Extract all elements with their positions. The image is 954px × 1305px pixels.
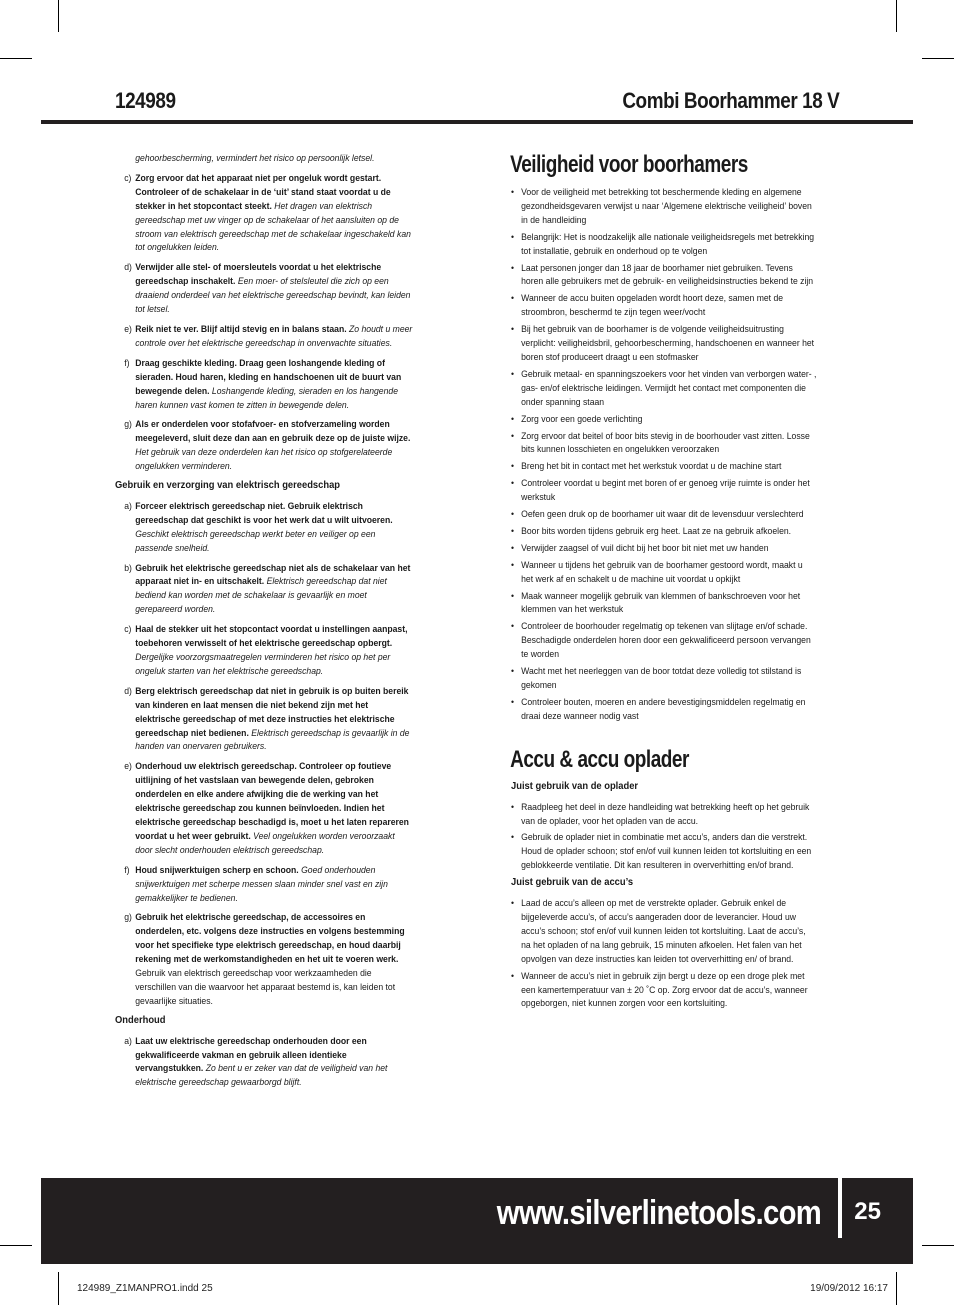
- list-item: e) Onderhoud uw elektrisch gereedschap. Controleer op foutieve uitlijning of het vastslaan van bewegende delen, gebroken onderdelen en elke andere afwijking die de werking van het elektrische gereedschap zou kunnen beïnvloeden. Indien het elektrische gereedschap beschadigd is, moet u het laten repareren voordat u het weer gebruikt. Veel ongelukken worden veroorzaakt door slecht onderhouden elektrisch gereedschap.: [124, 760, 409, 855]
- list-item: • Boor bits worden tijdens gebruik erg heet. Laat ze na gebruik afkoelen.: [511, 524, 816, 538]
- list-item: • Laat personen jonger dan 18 jaar de boorhamer niet gebruiken. Tevens horen alle gebruikers met de gebruik- en veiligheidsinstructies bekend te zijn: [511, 261, 816, 289]
- bullets-safety: [511, 185, 816, 723]
- list-item: • Controleer de boorhouder regelmatig op tekenen van slijtage en/of schade. Beschadigde onderdelen horen door een gekwalificeerd persoon vervangen te worden: [511, 619, 816, 661]
- list-item: • Gebruik de oplader niet in combinatie met accu’s, anders dan die verstrekt. Houd de oplader schoon; stof en/of vuil kunnen leiden tot kortsluiting en een geblokkeerde ventilatie. Dit kan resulteren in oververhitting en/of brand.: [511, 830, 816, 872]
- list-item: • Oefen geen druk op de boorhamer uit waar dit de levensduur verslechterd: [511, 507, 816, 521]
- list-item: • Maak wanneer mogelijk gebruik van klemmen of bankschroeven voor het klemmen van het werkstuk: [511, 589, 816, 617]
- product-title: Combi Boorhammer 18 V: [621, 88, 839, 113]
- list-item: • Laad de accu’s alleen op met de verstrekte oplader. Gebruik enkel de bijgeleverde accu’s, of accu’s aangeraden door de leverancier. Houd uw accu’s schoon; stof en/of vuil kunnen leiden tot kortsluiting. Laat de accu’s, na het opladen of na lang gebruik, 15 minuten afkoelen. Het falen van het opvolgen van deze instructies kan leiden tot oververhitting en/ of brand.: [511, 896, 816, 966]
- website-link[interactable]: www.silverlinetools.com: [496, 1194, 821, 1232]
- list-item: • Gebruik metaal- en spanningszoekers voor het vinden van verborgen water- , gas- en/of elektrische leidingen. Vermijdt het contact met componenten die onder spanning staan: [511, 367, 816, 409]
- items-usage: [115, 499, 414, 1008]
- list-item: • Belangrijk: Het is noodzakelijk alle nationale veiligheidsregels met betrekking tot installatie, gebruik en onderhoud op te volgen: [511, 230, 816, 258]
- page-header: [115, 88, 839, 118]
- crop-mark: [0, 58, 32, 59]
- list-item: • Bij het gebruik van de boorhamer is de volgende veiligheidsuitrusting verplicht: veiligheidsbril, gehoorbescherming, handschoenen en wanneer het boren stof produceert draagt u een stofmasker: [511, 322, 816, 364]
- list-item: g) Gebruik het elektrische gereedschap, de accessoires en onderdelen, etc. volgens deze instructies en volgens bestemming voor het specifieke type elektrisch gereedschap, en houd daarbij rekening met de werkomstandigheden en het uit te voeren werk. Gebruik van elektrisch gereedschap voor werkzaamheden die verschillen van die waarvoor het apparaat bestemd is, kan leiden tot gevaarlijke situaties.: [124, 911, 405, 1006]
- slug-file: 124989_Z1MANPRO1.indd 25: [77, 1283, 213, 1294]
- crop-mark: [896, 1272, 897, 1305]
- list-item: b) Gebruik het elektrische gereedschap niet als de schakelaar van het apparaat niet in- en uitschakelt. Elektrisch gereedschap dat niet bediend kan worden met de schakelaar is gevaarlijk en moet gerepareerd worden.: [124, 561, 411, 615]
- footer-bar: [41, 1178, 913, 1264]
- items-maintenance: [115, 1034, 414, 1090]
- bullets-charger: [511, 800, 816, 873]
- list-item: • Wanneer de accu’s niet in gebruik zijn bergt u deze op een droge plek met een kamertemperatuur van ± 20 ˚C op. Zorg ervoor dat de accu’s, wanneer opgeborgen, niet kunnen zorgen voor een kortsluiting.: [511, 969, 816, 1011]
- right-column: [511, 151, 843, 1013]
- section-title: Veiligheid voor boorhamers: [510, 151, 748, 178]
- left-column: [115, 151, 440, 1095]
- list-item: c) Haal de stekker uit het stopcontact voordat u instellingen aanpast, toebehoren verwisselt of het elektrische gereedschap opbergt. Dergelijke voorzorgsmaatregelen verminderen het risico op het per ongeluk starten van het elektrische gereedschap.: [124, 623, 408, 676]
- header-rule: [41, 120, 913, 124]
- section-heading: Onderhoud: [115, 1014, 166, 1026]
- section-title: Accu & accu oplader: [510, 745, 689, 773]
- section-heading: Gebruik en verzorging van elektrisch gereedschap: [115, 480, 341, 492]
- list-item: • Breng het bit in contact met het werkstuk voordat u de machine start: [511, 459, 816, 473]
- crop-mark: [896, 0, 897, 32]
- product-code: 124989: [115, 88, 176, 113]
- list-item: • Controleer voordat u begint met boren of er genoeg vrije ruimte is onder het werkstuk: [511, 476, 816, 504]
- list-item: f) Draag geschikte kleding. Draag geen loshangende kleding of sieraden. Houd haren, kleding en handschoenen uit de buurt van bewegende delen. Loshangende kleding, sieraden en los hangende haren kunnen vast komen te zitten in bewegende delen.: [124, 356, 402, 410]
- bullets-battery: [511, 896, 816, 1010]
- list-item: d) Berg elektrisch gereedschap dat niet in gebruik is op buiten bereik van kinderen en laat mensen die niet bekend zijn met het elektrische gereedschap of met deze instructies het elektrische gereedschap niet bedienen. Elektrisch gereedschap is gevaarlijk in de handen van onervaren gebruikers.: [124, 684, 410, 752]
- slug-date: 19/09/2012 16:17: [810, 1283, 888, 1294]
- list-item: • Voor de veiligheid met betrekking tot beschermende kleding en algemene gezondheidsgevaren verwijst u naar ‘Algemene elektrische veiligheid’ boven in de handleiding: [511, 185, 816, 227]
- crop-mark: [922, 58, 954, 59]
- list-item: d) Verwijder alle stel- of moersleutels voordat u het elektrische gereedschap inschakelt. Een moer- of stelsleutel die zich op een draaiend onderdeel van het elektrische gereedschap bevindt, kan leiden tot letsel.: [124, 261, 411, 315]
- list-item: • Zorg voor een goede verlichting: [511, 412, 816, 426]
- list-item: • Verwijder zaagsel of vuil dicht bij het boor bit niet met uw handen: [511, 541, 816, 555]
- section-heading: Juist gebruik van de accu’s: [511, 877, 634, 889]
- list-item: • Wacht met het neerleggen van de boor totdat deze volledig tot stilstand is gekomen: [511, 664, 816, 692]
- list-item: c) Zorg ervoor dat het apparaat niet per ongeluk wordt gestart. Controleer of de schakelaar in de ‘uit’ stand staat voordat u de stekker in het stopcontact steekt. Het dragen van elektrisch gereedschap met uw vinger op de schakelaar of het aansluiten op de stroom van elektrisch gereedschap met de schakelaar ingeschakeld kan tot ongelukken leiden.: [124, 171, 411, 253]
- list-item: g) Als er onderdelen voor stofafvoer- en stofverzameling worden meegeleverd, sluit deze dan aan en gebruik deze op de juiste wijze. Het gebruik van deze onderdelen kan het risico op stofgerelateerde ongelukken verminderen.: [124, 418, 411, 472]
- crop-mark: [58, 0, 59, 32]
- crop-mark: [922, 1245, 954, 1246]
- items-general: [115, 171, 414, 473]
- crop-mark: [58, 1272, 59, 1305]
- list-item: a) Forceer elektrisch gereedschap niet. Gebruik elektrisch gereedschap dat geschikt is voor het werk dat u wilt uitvoeren. Geschikt elektrisch gereedschap werkt beter en veiliger op een passende snelheid.: [124, 499, 393, 553]
- list-item: • Raadpleeg het deel in deze handleiding wat betrekking heeft op het gebruik van de oplader, voor het opladen van de accu.: [511, 800, 816, 828]
- list-item: f) Houd snijwerktuigen scherp en schoon. Goed onderhouden snijwerktuigen met scherpe messen slaan minder snel vast en zijn gemakkelijker te bedienen.: [124, 863, 388, 903]
- list-item: • Wanneer u tijdens het gebruik van de boorhamer gestoord wordt, maakt u het werk af en schakelt u de machine uit voordat u opkijkt: [511, 558, 816, 586]
- list-item: • Zorg ervoor dat beitel of boor bits stevig in de boorhouder vast zitten. Losse bits kunnen losschieten en ongelukken veroorzaken: [511, 429, 816, 457]
- footer-divider: [838, 1178, 842, 1238]
- list-item: a) Laat uw elektrische gereedschap onderhouden door een gekwalificeerde vakman en gebruik alleen identieke vervangstukken. Zo bent u er zeker van dat de veiligheid van het elektrische gereedschap gewaarborgd blijft.: [124, 1034, 388, 1088]
- section-heading: Juist gebruik van de oplader: [511, 780, 639, 792]
- page-number: 25: [854, 1198, 881, 1225]
- list-item: e) Reik niet te ver. Blijf altijd stevig en in balans staan. Zo houdt u meer controle over het elektrische gereedschap in onverwachte situaties.: [124, 322, 413, 348]
- intro-text: gehoorbescherming, vermindert het risico op persoonlijk letsel.: [135, 152, 375, 163]
- list-item: • Controleer bouten, moeren en andere bevestigingsmiddelen regelmatig en draai deze wanneer nodig vast: [511, 695, 816, 723]
- list-item: • Wanneer de accu buiten opgeladen wordt hoort deze, samen met de stroombron, beschermd te zijn tegen weer/vocht: [511, 291, 816, 319]
- crop-mark: [0, 1245, 32, 1246]
